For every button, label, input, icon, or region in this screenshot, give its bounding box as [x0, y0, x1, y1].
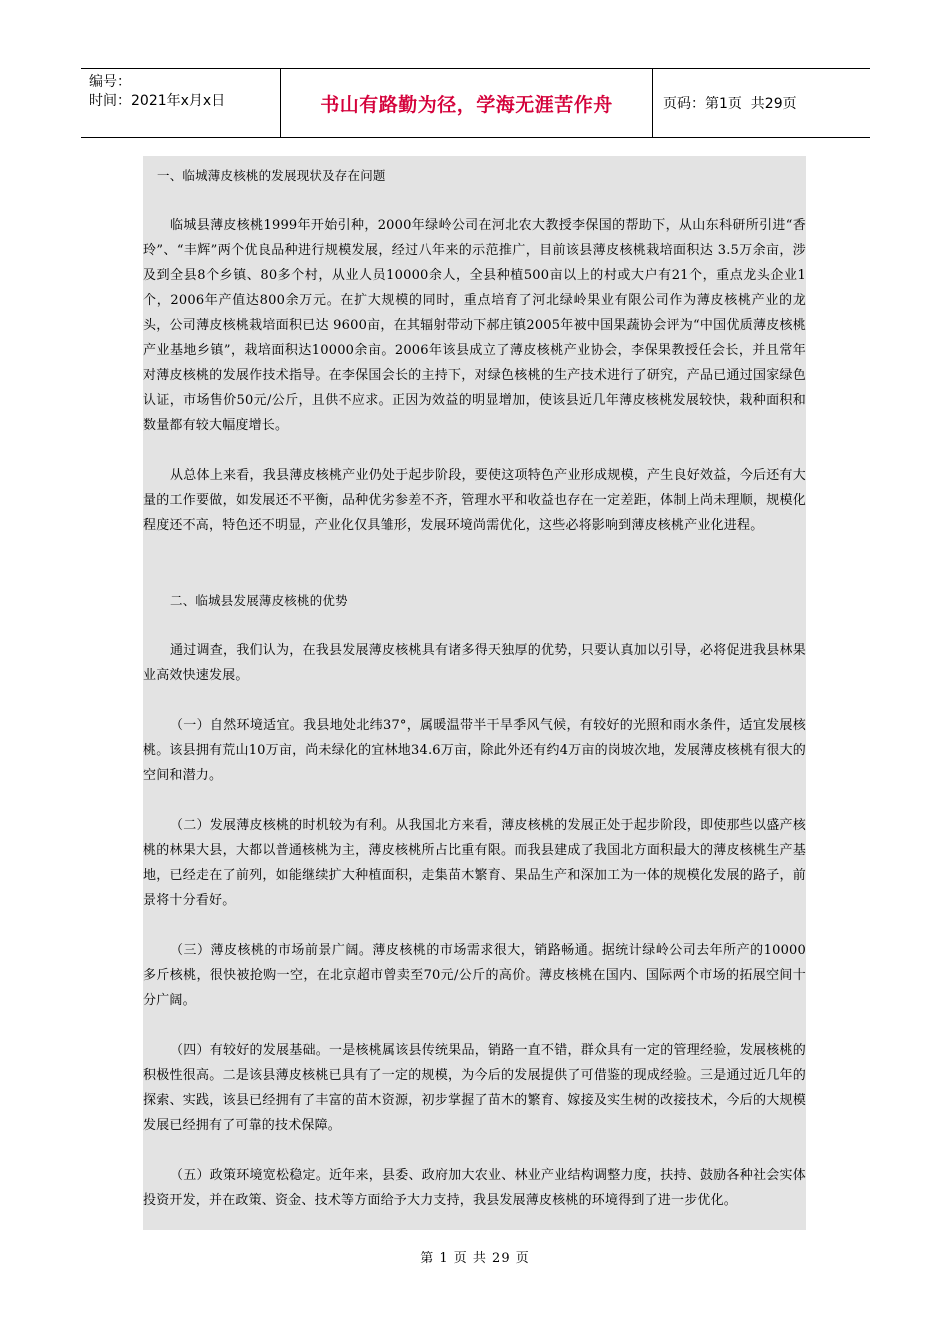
page-footer: 第 1 页 共 29 页	[420, 1251, 530, 1266]
header-page-info	[653, 69, 870, 137]
section2-heading: 二、临城县发展薄皮核桃的优势	[170, 593, 348, 608]
header-meta	[81, 69, 281, 137]
document-header	[81, 68, 870, 138]
section1-paragraph-1: 临城县薄皮核桃1999年开始引种，2000年绿岭公司在河北农大教授李保国的帮助下，从山东科研所引进“香玲”、“丰辉”两个优良品种进行规模发展，经过八年来的示范推广，目前该县薄皮核桃栽培面积达 3.5万余亩，涉及到全县8个乡镇、80多个村，从业人员10000余人，全县种植500亩以上的村或大户有21个，重点龙头企业1个，2006年产值达800余万元。在扩大规模的同时，重点培育了河北绿岭果业有限公司作为薄皮核桃产业的龙头，公司薄皮核桃栽培面积已达 9600亩，在其辐射带动下郝庄镇2005年被中国果蔬协会评为“中国优质薄皮核桃产业基地乡镇”，栽培面积达10000余亩。2006年该县成立了薄皮核桃产业协会，李保果教授任会长，并且常年对薄皮核桃的发展作技术指导。在李保国会长的主持下，对绿色核桃的生产技术进行了研究，产品已通过国家绿色认证，市场售价50元/公斤，且供不应求。正因为效益的明显增加，使该县近几年薄皮核桃发展较快，栽种面积和数量都有较大幅度增长。	[143, 218, 806, 433]
number-label: 编号：	[89, 74, 131, 90]
advantage-item-1: （一）自然环境适宜。我县地处北纬37°，属暖温带半干旱季风气候，有较好的光照和雨水条件，适宜发展核桃。该县拥有荒山10万亩，尚未绿化的宜林地34.6万亩，除此外还有约4万亩的岗坡次地，发展薄皮核桃有很大的空间和潜力。	[143, 718, 806, 783]
header-motto: 书山有路勤为径，学海无涯苦作舟	[281, 69, 653, 137]
advantage-item-2: （二）发展薄皮核桃的时机较为有利。从我国北方来看，薄皮核桃的发展正处于起步阶段，即使那些以盛产核桃的林果大县，大都以普通核桃为主，薄皮核桃所占比重有限。而我县建成了我国北方面积最大的薄皮核桃生产基地，已经走在了前列，如能继续扩大种植面积，走集苗木繁育、果品生产和深加工为一体的规模化发展的路子，前景将十分看好。	[143, 818, 806, 908]
advantage-item-3: （三）薄皮核桃的市场前景广阔。薄皮核桃的市场需求很大，销路畅通。据统计绿岭公司去年所产的10000多斤核桃，很快被抢购一空，在北京超市曾卖至70元/公斤的高价。薄皮核桃在国内、国际两个市场的拓展空间十分广阔。	[143, 943, 806, 1008]
advantage-item-4: （四）有较好的发展基础。一是核桃属该县传统果品，销路一直不错，群众具有一定的管理经验，发展核桃的积极性很高。二是该县薄皮核桃已具有了一定的规模，为今后的发展提供了可借鉴的现成经验。三是通过近几年的探索、实践，该县已经拥有了丰富的苗木资源，初步掌握了苗木的繁育、嫁接及实生树的改接技术，今后的大规模发展已经拥有了可靠的技术保障。	[143, 1043, 806, 1133]
section1-paragraph-2: 从总体上来看，我县薄皮核桃产业仍处于起步阶段，要使这项特色产业形成规模，产生良好效益，今后还有大量的工作要做，如发展还不平衡，品种优劣参差不齐，管理水平和收益也存在一定差距，体制上尚未理顺，规模化程度还不高，特色还不明显，产业化仅具雏形，发展环境尚需优化，这些必将影响到薄皮核桃产业化进程。	[143, 468, 806, 533]
time-label: 时间：2021年x月x日	[89, 93, 226, 109]
section2-intro: 通过调查，我们认为，在我县发展薄皮核桃具有诸多得天独厚的优势，只要认真加以引导，必将促进我县林果业高效快速发展。	[143, 643, 806, 683]
document-body	[143, 156, 806, 1230]
section1-heading: 一、临城薄皮核桃的发展现状及存在问题	[157, 168, 386, 183]
page-label: 页码：第1页 共29页	[663, 96, 797, 112]
advantage-item-5: （五）政策环境宽松稳定。近年来，县委、政府加大农业、林业产业结构调整力度，扶持、鼓励各种社会实体投资开发，并在政策、资金、技术等方面给予大力支持，我县发展薄皮核桃的环境得到了进一步优化。	[143, 1168, 806, 1208]
